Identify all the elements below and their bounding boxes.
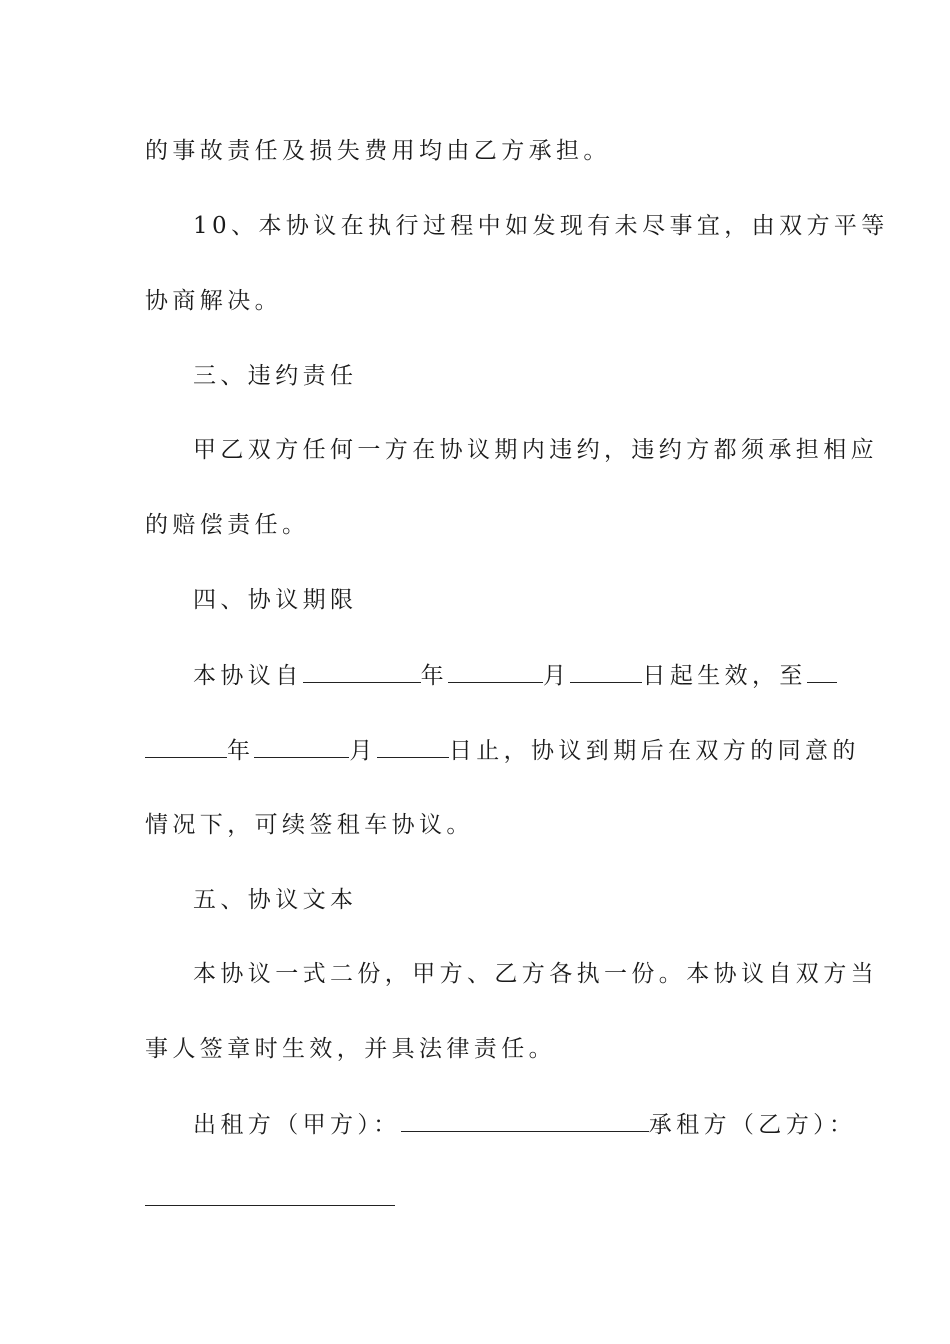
paragraph-line: 的事故责任及损失费用均由乙方承担。 bbox=[145, 138, 611, 164]
month-blank[interactable] bbox=[254, 735, 349, 758]
term-text: 日起生效，至 bbox=[642, 663, 807, 689]
term-text: 年 bbox=[420, 663, 449, 689]
day-blank[interactable] bbox=[570, 660, 642, 683]
section-heading-breach: 三、违约责任 bbox=[193, 363, 358, 389]
month-blank[interactable] bbox=[448, 660, 543, 683]
term-start-line bbox=[193, 660, 837, 691]
term-text: 月 bbox=[349, 738, 377, 764]
paragraph-line: 情况下，可续签租车协议。 bbox=[145, 812, 474, 838]
paragraph-line: 甲乙双方任何一方在协议期内违约，违约方都须承担相应 bbox=[193, 437, 878, 463]
year-blank[interactable] bbox=[145, 735, 227, 758]
year-blank[interactable] bbox=[807, 660, 837, 683]
term-text: 年 bbox=[227, 738, 255, 764]
paragraph-line: 的赔偿责任。 bbox=[145, 512, 310, 538]
section-heading-term: 四、协议期限 bbox=[193, 587, 358, 613]
lessee-label: 承租方（乙方）： bbox=[648, 1112, 857, 1138]
signature-line bbox=[193, 1109, 856, 1140]
lessor-label: 出租方（甲方）： bbox=[193, 1112, 401, 1138]
year-blank[interactable] bbox=[303, 660, 421, 683]
term-text: 日止，协议到期后在双方的同意的 bbox=[448, 738, 860, 764]
term-text: 月 bbox=[543, 663, 571, 689]
paragraph-line: 协商解决。 bbox=[145, 288, 282, 314]
paragraph-line: 事人签章时生效，并具法律责任。 bbox=[145, 1036, 556, 1062]
term-end-line bbox=[145, 735, 860, 766]
lessor-signature-blank[interactable] bbox=[401, 1109, 649, 1132]
paragraph-line: 本协议一式二份，甲方、乙方各执一份。本协议自双方当 bbox=[193, 961, 878, 987]
lessee-signature-blank[interactable] bbox=[145, 1205, 395, 1206]
section-heading-text: 五、协议文本 bbox=[193, 887, 358, 913]
term-text: 本协议自 bbox=[193, 663, 303, 689]
clause-10-line: 10、本协议在执行过程中如发现有未尽事宜，由双方平等 bbox=[193, 213, 889, 239]
day-blank[interactable] bbox=[377, 735, 449, 758]
